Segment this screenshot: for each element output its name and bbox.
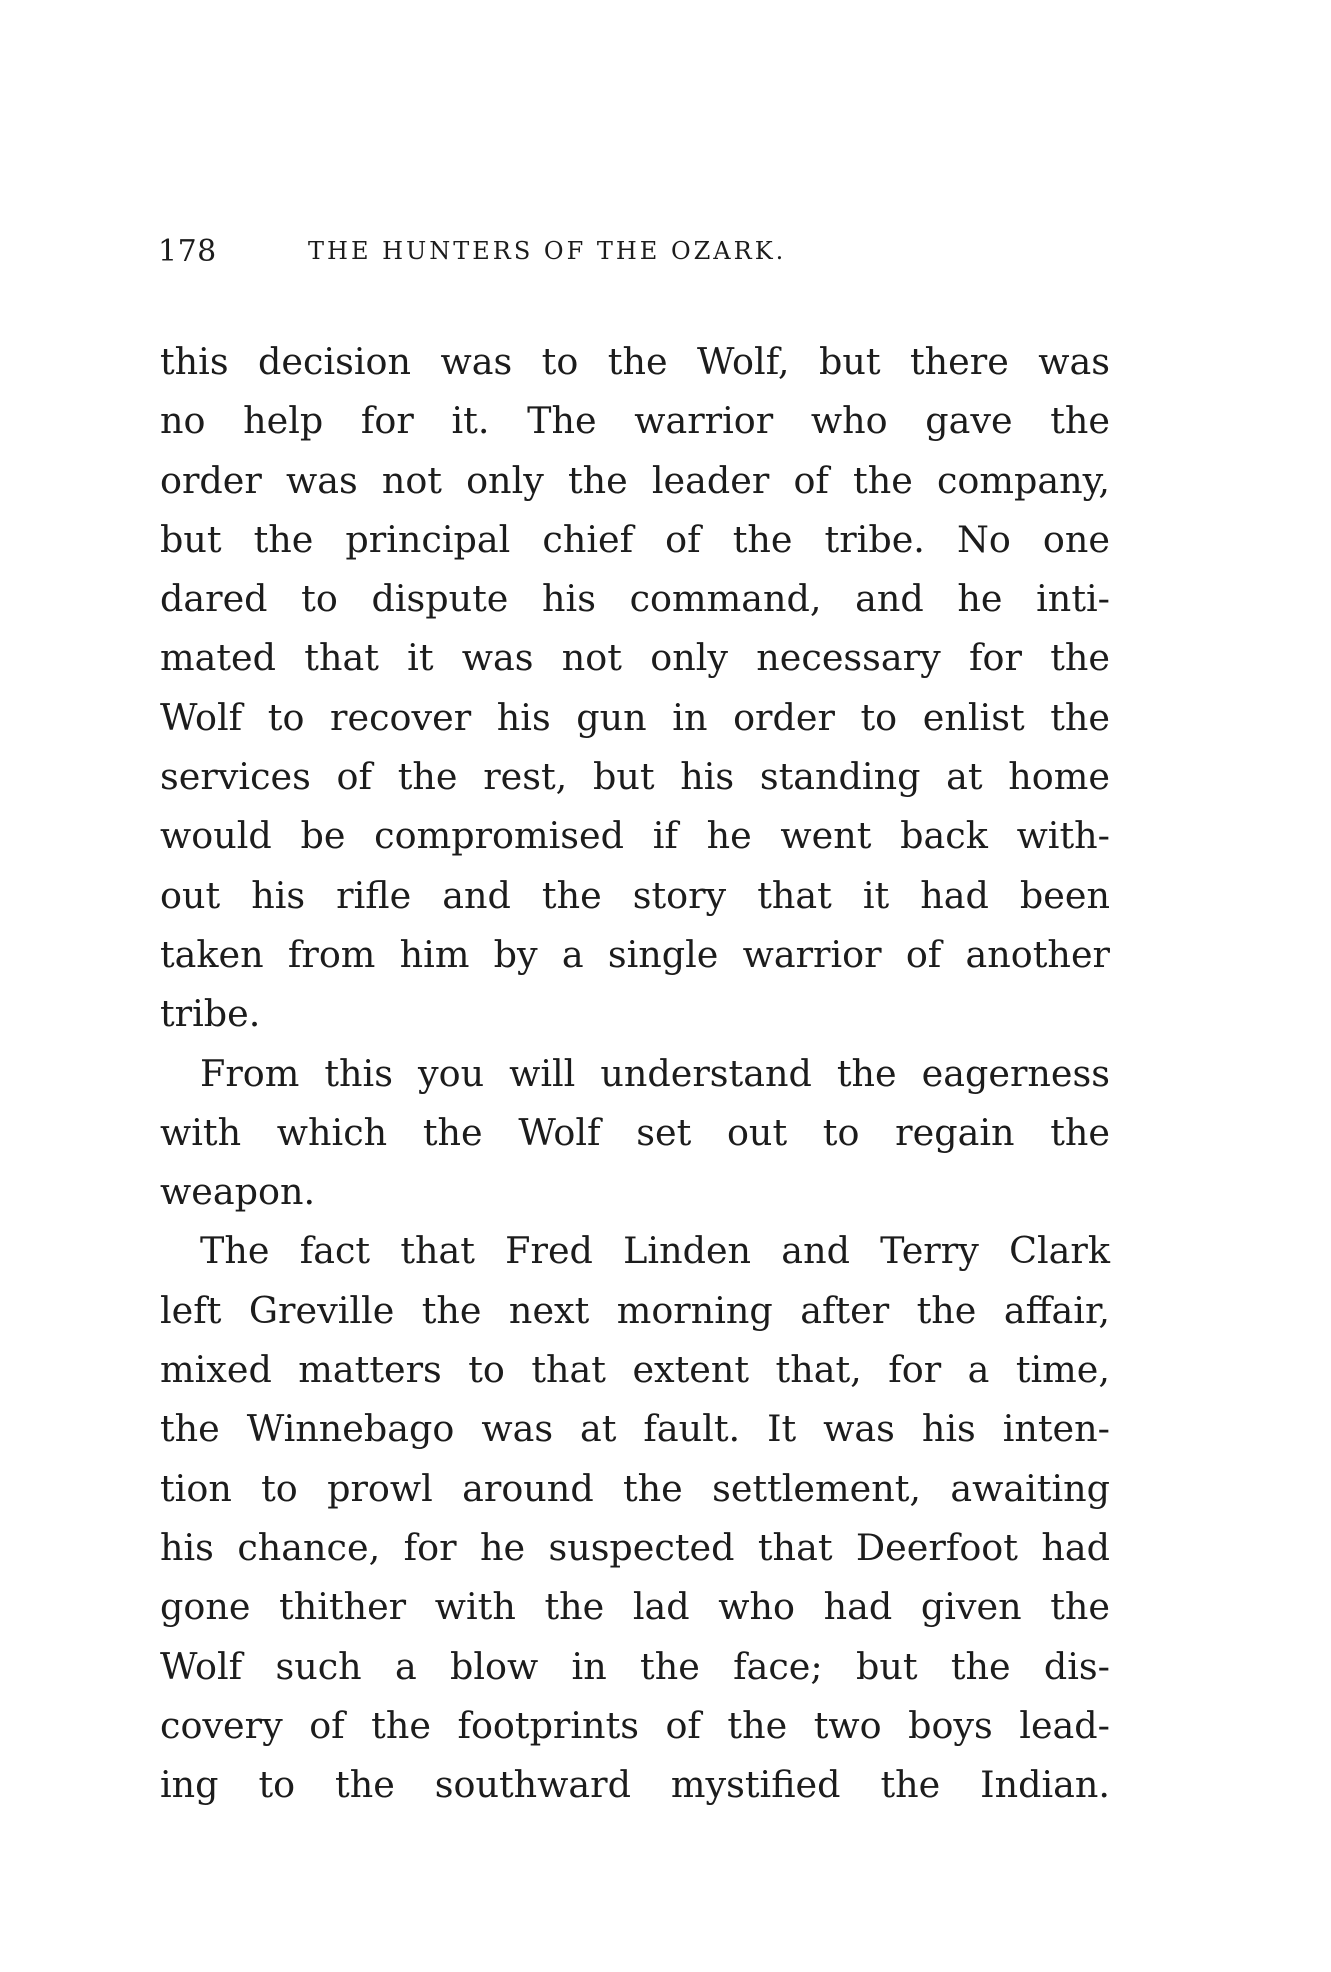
text-line: mixed matters to that extent that, for a time, [160,1348,1110,1392]
text-line: no help for it. The warrior who gave the [160,399,1110,443]
page-number: 178 [158,234,217,269]
text-line: gone thither with the lad who had given the [160,1585,1110,1629]
text-line: mated that it was not only necessary for the [160,636,1110,680]
text-line: ing to the southward mystified the Indian. [160,1763,1110,1807]
text-line: tribe. [160,992,261,1036]
text-line: out his rifle and the story that it had been [160,873,1110,917]
text-line: order was not only the leader of the company, [160,458,1110,502]
text-line: the Winnebago was at fault. It was his inten- [160,1407,1110,1451]
text-line: taken from him by a single warrior of another [160,932,1110,976]
text-line: his chance, for he suspected that Deerfoot had [160,1525,1110,1569]
text-line: would be compromised if he went back with- [160,814,1110,858]
running-head [158,234,1118,274]
text-line: tion to prowl around the settlement, awaiting [160,1466,1110,1510]
text-line: services of the rest, but his standing at home [160,755,1110,799]
body-text [160,332,1110,1814]
text-line: Wolf such a blow in the face; but the dis- [160,1644,1110,1688]
text-line: weapon. [160,1170,316,1214]
running-title: THE HUNTERS OF THE OZARK. [308,237,787,265]
text-line: covery of the footprints of the two boys lead- [160,1703,1110,1747]
text-line: with which the Wolf set out to regain the [160,1110,1110,1154]
text-line: The fact that Fred Linden and Terry Clark [200,1229,1110,1273]
text-line: Wolf to recover his gun in order to enlist the [160,695,1110,739]
text-line: left Greville the next morning after the affair, [160,1288,1110,1332]
text-line: but the principal chief of the tribe. No one [160,517,1110,561]
text-line: dared to dispute his command, and he inti- [160,577,1110,621]
text-line: this decision was to the Wolf, but there was [160,340,1110,383]
text-line: From this you will understand the eagerness [200,1051,1110,1095]
